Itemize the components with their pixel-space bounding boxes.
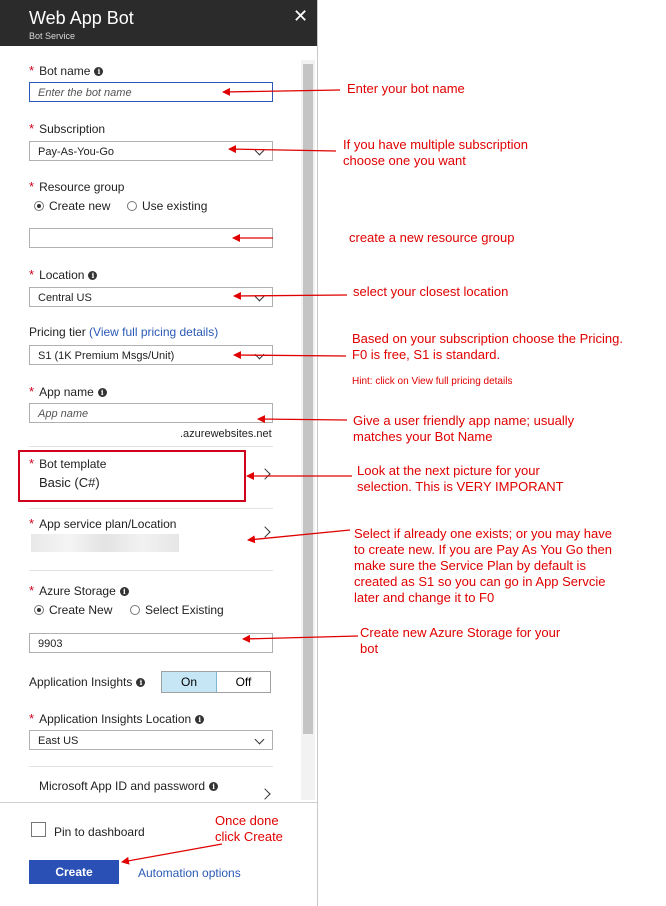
bot-template-value[interactable]: Basic (C#) [39,475,100,490]
ms-app-id-label[interactable]: Microsoft App ID and password i [39,779,218,793]
location-dropdown[interactable]: Central US [29,287,273,307]
annotation-create-line2: click Create [215,829,283,844]
toggle-on-option[interactable]: On [162,672,217,692]
create-button[interactable]: Create [29,860,119,884]
azure-storage-label: * Azure Storage i [29,583,129,598]
annotation-plan-line2: to create new. If you are Pay As You Go then [354,542,613,557]
annotation-app-name-line1: Give a user friendly app name; usually [353,413,575,428]
pricing-tier-label: Pricing tier (View full pricing details) [29,325,219,339]
info-icon: i [209,782,218,791]
divider [29,508,273,509]
application-insights-toggle [161,671,271,693]
annotation-storage-line1: Create new Azure Storage for your [360,625,561,640]
annotation-pricing-hint: Hint: click on View full pricing details [352,376,513,387]
annotation-storage-line2: bot [360,641,379,656]
resource-group-label: * Resource group [29,179,125,194]
chevron-right-icon[interactable] [259,788,270,799]
subscription-label: * Subscription [29,121,106,136]
radio-selected-icon [34,605,44,615]
chevron-down-icon [255,146,265,156]
pin-to-dashboard-label: Pin to dashboard [54,825,145,839]
info-icon: i [88,271,97,280]
annotation-plan-line1: Select if already one exists; or you may have [354,526,612,541]
app-service-plan-label: * App service plan/Location [29,516,177,531]
app-insights-location-dropdown[interactable]: East US [29,730,273,750]
resource-group-create-new-radio[interactable]: Create new [34,199,110,213]
annotation-subscription-line2: choose one you want [343,153,466,168]
annotation-plan-line3: make sure the Service Plan by default is [354,558,586,573]
web-app-bot-blade [0,0,318,906]
automation-options-link[interactable]: Automation options [138,866,241,880]
storage-create-new-radio[interactable]: Create New [34,603,112,617]
resource-group-use-existing-radio[interactable]: Use existing [127,199,207,213]
divider [29,570,273,571]
annotation-location: select your closest location [353,284,509,299]
annotation-bot-name: Enter your bot name [347,81,465,96]
radio-unselected-icon [130,605,140,615]
toggle-off-option[interactable]: Off [235,675,252,689]
app-name-suffix: .azurewebsites.net [180,428,272,440]
info-icon: i [120,587,129,596]
info-icon: i [195,715,204,724]
pin-to-dashboard-checkbox[interactable] [31,822,46,837]
app-name-label: * App name i [29,384,107,399]
blade-subtitle: Bot Service [29,31,76,41]
bot-template-label: * Bot template [29,456,107,471]
app-name-input[interactable]: App name [29,403,273,423]
blade-title: Web App Bot [29,8,134,28]
chevron-down-icon [255,350,265,360]
bot-name-input[interactable]: Enter the bot name [29,82,273,102]
annotation-subscription-line1: If you have multiple subscription [343,137,528,152]
subscription-dropdown[interactable]: Pay-As-You-Go [29,141,273,161]
storage-select-existing-radio[interactable]: Select Existing [130,603,224,617]
scrollbar-thumb[interactable] [303,64,313,734]
chevron-down-icon [255,292,265,302]
chevron-right-icon[interactable] [259,468,270,479]
azure-storage-input[interactable]: 9903 [29,633,273,653]
annotation-pricing-line2: F0 is free, S1 is standard. [352,347,501,362]
view-pricing-link[interactable]: (View full pricing details) [89,325,219,339]
chevron-right-icon[interactable] [259,526,270,537]
annotation-template-line1: Look at the next picture for your [357,463,540,478]
radio-selected-icon [34,201,44,211]
info-icon: i [98,388,107,397]
divider [29,446,273,447]
annotation-template-line2: selection. This is VERY IMPORANT [357,479,564,494]
resource-group-input[interactable] [29,228,273,248]
bot-name-label: * Bot name i [29,63,103,78]
info-icon: i [94,67,103,76]
location-label: * Location i [29,267,97,282]
divider [29,766,273,767]
annotation-resource-group: create a new resource group [349,230,515,245]
blade-header [0,0,317,46]
radio-unselected-icon [127,201,137,211]
app-service-plan-value-blurred[interactable] [31,534,179,552]
close-icon[interactable]: ✕ [293,6,309,26]
application-insights-label: Application Insights i [29,675,145,689]
info-icon: i [136,678,145,687]
chevron-down-icon [255,735,265,745]
annotation-app-name-line2: matches your Bot Name [353,429,493,444]
annotation-pricing-line1: Based on your subscription choose the Pricing. [352,331,623,346]
annotation-plan-line5: later and change it to F0 [354,590,495,605]
annotation-create-line1: Once done [215,813,279,828]
annotation-plan-line4: created as S1 so you can go in App Servcie [354,574,606,589]
app-insights-location-label: * Application Insights Location i [29,711,204,726]
pricing-tier-dropdown[interactable]: S1 (1K Premium Msgs/Unit) [29,345,273,365]
